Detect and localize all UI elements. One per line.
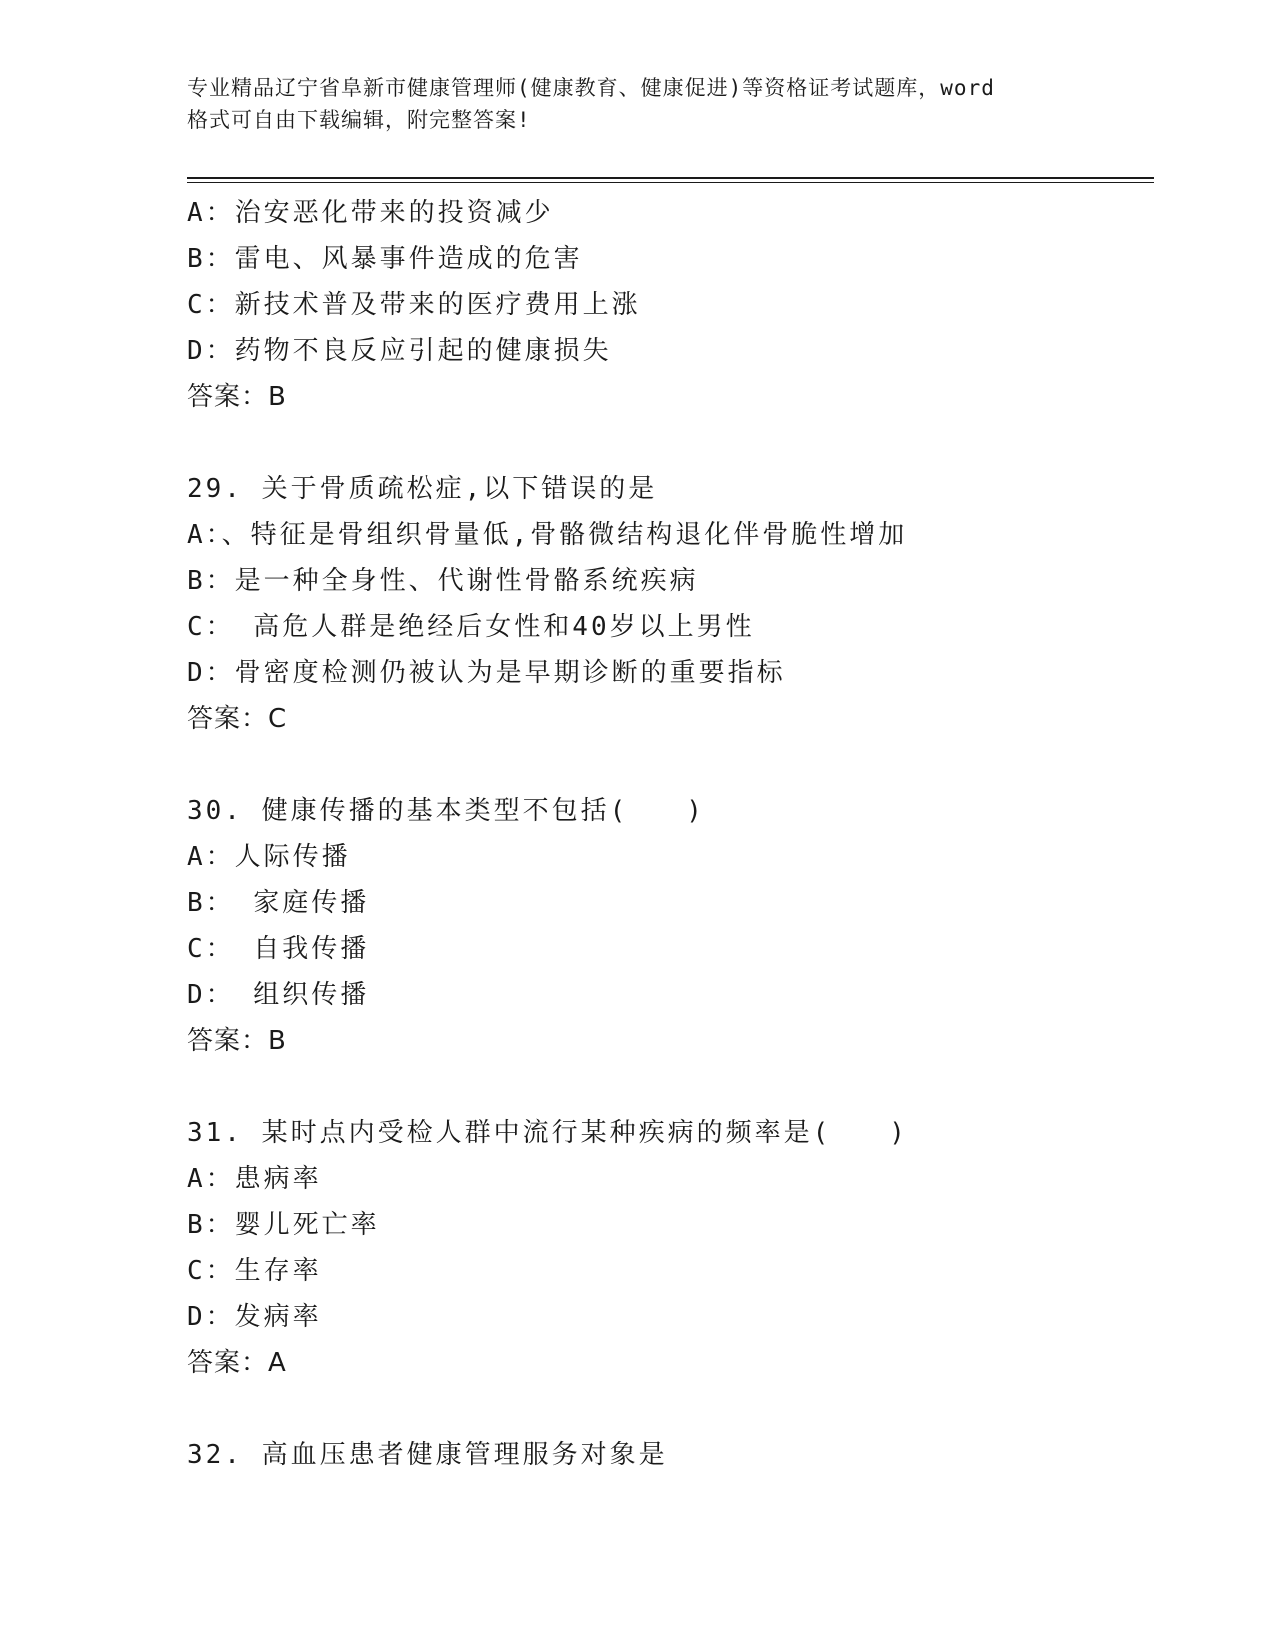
- question-list: [187, 190, 1147, 1478]
- header-divider-thin: [187, 182, 1154, 183]
- question-block-29: [187, 466, 1147, 742]
- question-block-32: [187, 1432, 1147, 1478]
- option-c: C：新技术普及带来的医疗费用上涨: [187, 290, 641, 320]
- header-line-1: 专业精品辽宁省阜新市健康管理师(健康教育、健康促进)等资格证考试题库，word: [187, 76, 995, 100]
- spacer: [187, 420, 1147, 466]
- option-a: A：人际传播: [187, 842, 351, 872]
- spacer: [187, 1386, 1147, 1432]
- option-b: B：婴儿死亡率: [187, 1210, 380, 1240]
- answer-line: 答案：C: [187, 704, 288, 734]
- option-d: D：骨密度检测仍被认为是早期诊断的重要指标: [187, 658, 786, 688]
- answer-line: 答案：B: [187, 1026, 287, 1056]
- option-c: C： 自我传播: [187, 934, 370, 964]
- option-d: D： 组织传播: [187, 980, 370, 1010]
- option-a: A：、特征是骨组织骨量低,骨骼微结构退化伴骨脆性增加: [187, 520, 908, 550]
- question-stem: 30. 健康传播的基本类型不包括( ): [187, 796, 705, 826]
- option-d: D：药物不良反应引起的健康损失: [187, 336, 612, 366]
- answer-line: 答案：A: [187, 1348, 287, 1378]
- header-line-2: 格式可自由下载编辑，附完整答案!: [187, 108, 531, 132]
- question-stem: 29. 关于骨质疏松症,以下错误的是: [187, 474, 658, 504]
- option-b: B： 家庭传播: [187, 888, 370, 918]
- option-c: C： 高危人群是绝经后女性和40岁以上男性: [187, 612, 755, 642]
- option-a: A：治安恶化带来的投资减少: [187, 198, 554, 228]
- spacer: [187, 1064, 1147, 1110]
- question-block-continued: [187, 190, 1147, 420]
- spacer: [187, 742, 1147, 788]
- option-d: D：发病率: [187, 1302, 322, 1332]
- question-stem: 31. 某时点内受检人群中流行某种疾病的频率是( ): [187, 1118, 908, 1148]
- page-header: [187, 72, 1087, 136]
- header-divider: [187, 177, 1154, 179]
- answer-line: 答案：B: [187, 382, 287, 412]
- question-block-31: [187, 1110, 1147, 1386]
- option-b: B：雷电、风暴事件造成的危害: [187, 244, 583, 274]
- option-c: C：生存率: [187, 1256, 322, 1286]
- option-a: A：患病率: [187, 1164, 322, 1194]
- question-stem: 32. 高血压患者健康管理服务对象是: [187, 1440, 668, 1470]
- option-b: B：是一种全身性、代谢性骨骼系统疾病: [187, 566, 699, 596]
- question-block-30: [187, 788, 1147, 1064]
